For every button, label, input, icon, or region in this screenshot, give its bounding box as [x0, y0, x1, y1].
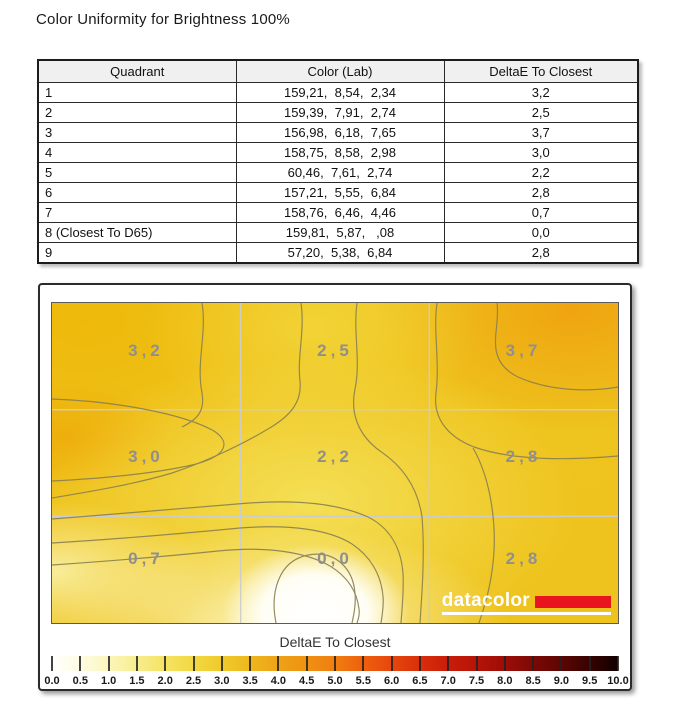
- colorbar-tick: [476, 656, 478, 671]
- cell-value-label: 2,2: [317, 446, 353, 466]
- colorbar-tick-label: 2.0: [157, 675, 173, 687]
- table-cell-lab: 158,75, 8,58, 2,98: [236, 143, 444, 163]
- heatmap-panel: [38, 283, 632, 691]
- uniformity-table-body: [38, 83, 638, 264]
- colorbar-tick-label: 6.0: [383, 675, 400, 687]
- colorbar-tick-label: 4.5: [299, 675, 315, 687]
- colorbar-tick: [447, 656, 449, 671]
- colorbar-tick: [108, 656, 110, 671]
- colorbar-tick: [164, 656, 166, 671]
- colorbar-tick-label: 5.5: [355, 675, 371, 687]
- colorbar-tick-label: 9.5: [582, 675, 598, 687]
- colorbar-tick: [560, 656, 562, 671]
- table-cell-lab: 57,20, 5,38, 6,84: [236, 243, 444, 264]
- cell-value-label: 0,0: [317, 549, 353, 568]
- colorbar-tick-label: 8.5: [525, 675, 541, 687]
- colorbar-tick: [532, 656, 534, 671]
- colorbar-tick-label: 1.0: [100, 675, 117, 687]
- table-cell-quadrant: 5: [38, 163, 236, 183]
- colorbar-tick: [193, 656, 195, 671]
- colorbar-tick-label: 7.0: [440, 675, 456, 687]
- table-header: Quadrant: [38, 60, 236, 83]
- table-cell-quadrant: 8 (Closest To D65): [38, 223, 236, 243]
- table-cell-quadrant: 3: [38, 123, 236, 143]
- colorbar-tick: [221, 656, 223, 671]
- colorbar-tick-label: 8.0: [497, 675, 513, 687]
- table-row: [38, 203, 638, 223]
- table-cell-delta: 0,7: [444, 203, 638, 223]
- table-row: [38, 183, 638, 203]
- table-row: [38, 163, 638, 183]
- colorbar-tick: [306, 656, 308, 671]
- colorbar: [44, 656, 629, 691]
- table-cell-lab: 159,39, 7,91, 2,74: [236, 103, 444, 123]
- colorbar-tick-label: 2.5: [185, 675, 202, 687]
- colorbar-tick: [277, 656, 279, 671]
- cell-value-label: 3,0: [128, 446, 164, 466]
- table-row: [38, 103, 638, 123]
- table-row: [38, 83, 638, 103]
- colorbar-tick-label: 3.5: [242, 675, 258, 687]
- table-row: [38, 143, 638, 163]
- cell-value-label: 3,7: [505, 341, 542, 360]
- colorbar-tick-label: 3.0: [214, 675, 230, 687]
- cell-value-label: 2,8: [505, 549, 542, 568]
- datacolor-logo: [442, 592, 611, 615]
- datacolor-logo-text: datacolor: [441, 590, 530, 611]
- contour-plot: [51, 302, 619, 624]
- table-cell-delta: 3,7: [444, 123, 638, 143]
- table-header: Color (Lab): [236, 60, 444, 83]
- table-cell-delta: 2,5: [444, 103, 638, 123]
- table-cell-lab: 159,81, 5,87, ,08: [236, 223, 444, 243]
- colorbar-tick: [334, 656, 336, 671]
- table-row: [38, 123, 638, 143]
- table-cell-lab: 159,21, 8,54, 2,34: [236, 83, 444, 103]
- datacolor-logo-red-bar: [535, 596, 611, 608]
- table-cell-quadrant: 2: [38, 103, 236, 123]
- table-cell-quadrant: 7: [38, 203, 236, 223]
- table-cell-quadrant: 6: [38, 183, 236, 203]
- table-cell-lab: 156,98, 6,18, 7,65: [236, 123, 444, 143]
- table-cell-quadrant: 9: [38, 243, 236, 264]
- colorbar-tick-label: 10.0: [607, 675, 629, 687]
- table-cell-delta: 3,2: [444, 83, 638, 103]
- table-cell-delta: 2,8: [444, 183, 638, 203]
- colorbar-tick: [504, 656, 506, 671]
- colorbar-tick: [419, 656, 421, 671]
- cell-value-label: 0,7: [128, 549, 164, 568]
- colorbar-tick-label: 9.0: [553, 675, 570, 687]
- colorbar-tick: [249, 656, 251, 671]
- page-title: Color Uniformity for Brightness 100%: [36, 11, 290, 28]
- cell-value-label: 2,5: [317, 341, 353, 360]
- colorbar-tick-label: 7.5: [468, 675, 485, 687]
- uniformity-table: [37, 59, 639, 264]
- colorbar-tick-label: 6.5: [412, 675, 428, 687]
- table-cell-delta: 2,2: [444, 163, 638, 183]
- colorbar-tick: [391, 656, 393, 671]
- colorbar-title: DeltaE To Closest: [279, 634, 391, 650]
- uniformity-table-head-row: [38, 60, 638, 83]
- colorbar-tick: [589, 656, 591, 671]
- colorbar-tick-label: 5.0: [327, 675, 343, 687]
- colorbar-gradient: [52, 656, 618, 671]
- colorbar-tick: [617, 656, 619, 671]
- table-cell-delta: 3,0: [444, 143, 638, 163]
- cell-value-label: 2,8: [505, 446, 542, 466]
- colorbar-tick-label: 1.5: [129, 675, 145, 687]
- table-row: [38, 243, 638, 264]
- table-cell-lab: 60,46, 7,61, 2,74: [236, 163, 444, 183]
- table-cell-quadrant: 4: [38, 143, 236, 163]
- colorbar-tick: [362, 656, 364, 671]
- colorbar-tick: [136, 656, 138, 671]
- colorbar-tick-label: 0.0: [44, 675, 60, 687]
- table-header: DeltaE To Closest: [444, 60, 638, 83]
- colorbar-tick-label: 0.5: [72, 675, 88, 687]
- table-cell-delta: 2,8: [444, 243, 638, 264]
- colorbar-tick-label: 4.0: [270, 675, 287, 687]
- colorbar-labels: [44, 675, 629, 691]
- table-cell-lab: 158,76, 6,46, 4,46: [236, 203, 444, 223]
- colorbar-tick: [51, 656, 53, 671]
- cell-value-label: 3,2: [128, 341, 164, 360]
- table-cell-lab: 157,21, 5,55, 6,84: [236, 183, 444, 203]
- table-cell-quadrant: 1: [38, 83, 236, 103]
- table-row: [38, 223, 638, 243]
- table-cell-delta: 0,0: [444, 223, 638, 243]
- colorbar-tick: [79, 656, 81, 671]
